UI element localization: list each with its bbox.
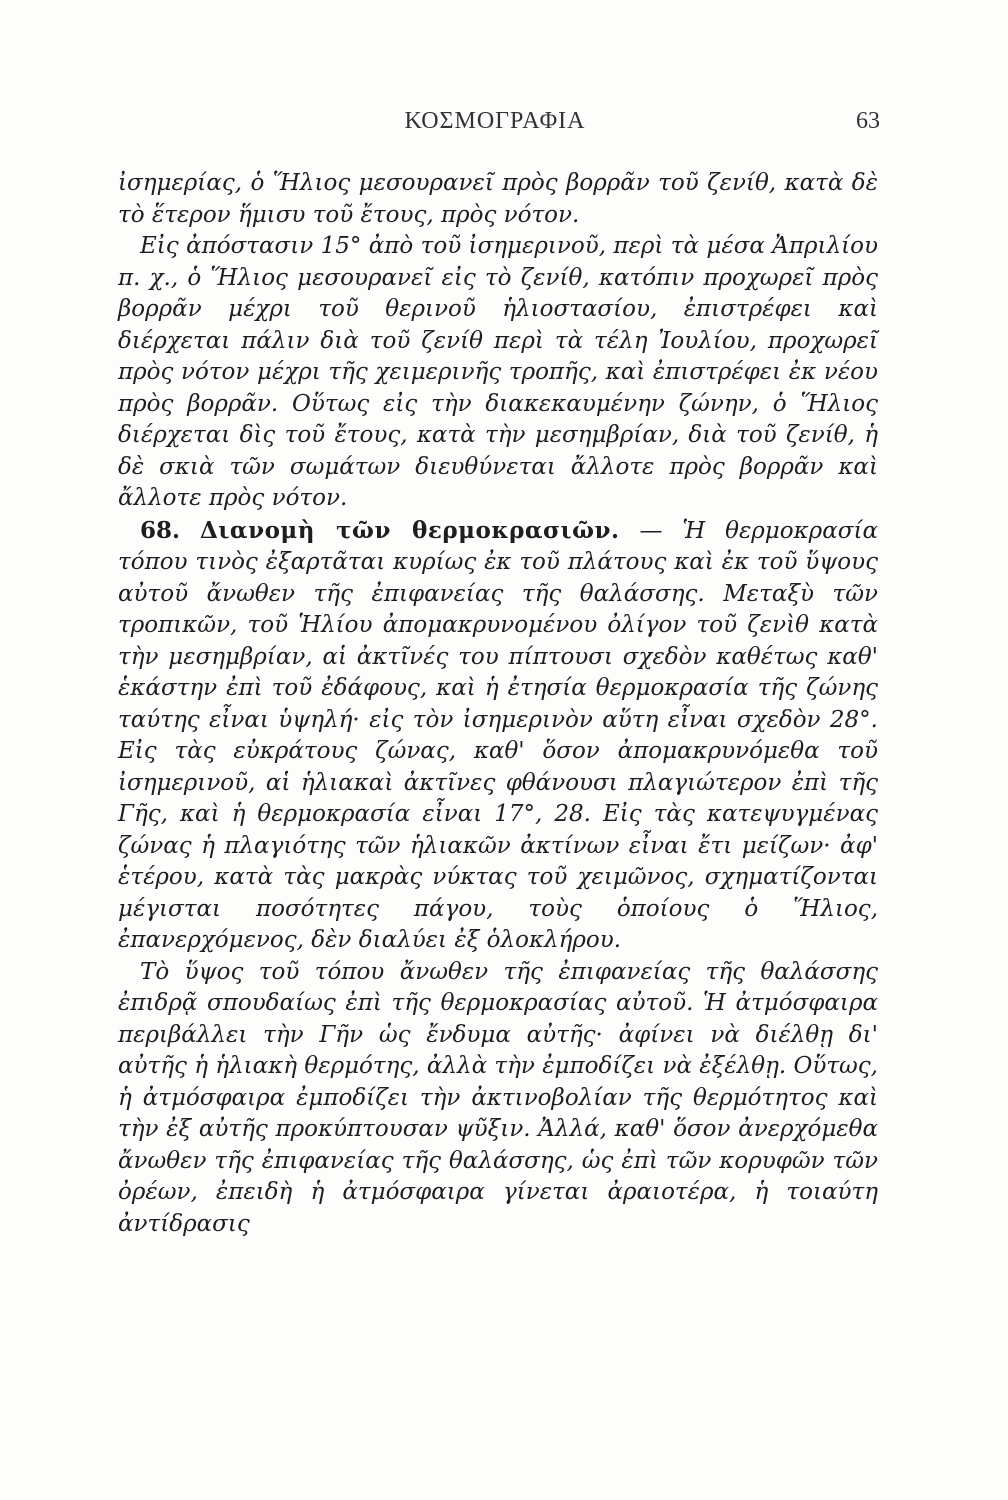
paragraph-zenith: Εἰς ἀπόστασιν 15° ἀπὸ τοῦ ἰσημερινοῦ, περὶ τὰ μέσα Ἀπριλίου π. χ., ὁ Ἥλιος μεσουρανεῖ εἰς τὸ ζενίθ, κατόπιν προχωρεῖ πρὸς βορρᾶν μέχρι τοῦ θερινοῦ ἡλιοστασίου, ἐπιστρέφει καὶ διέρχεται πάλιν διὰ τοῦ ζενίθ περὶ τὰ τέλη Ἰουλίου, προχωρεῖ πρὸς νότον μέχρι τῆς χειμερινῆς τροπῆς, καὶ ἐπιστρέφει ἐκ νέου πρὸς βορρᾶν. Οὕτως εἰς τὴν διακεκαυμένην ζώνην, ὁ Ἥλιος διέρχεται δὶς τοῦ ἔτους, κατὰ τὴν μεσημβρίαν, διὰ τοῦ ζενίθ, ἡ δὲ σκιὰ τῶν σωμάτων διευθύνεται ἄλλοτε πρὸς βορρᾶν καὶ ἄλλοτε πρὸς νότον. <box>118 233 878 511</box>
paragraph-section-68 <box>118 515 878 957</box>
page-number: 63 <box>856 108 880 134</box>
emphasized-word: ὕψος <box>184 958 244 985</box>
paragraph-lead: Τὸ <box>140 958 170 985</box>
paragraph-continuation: ἰσημερίας, ὁ Ἥλιος μεσουρανεῖ πρὸς βορρᾶν τοῦ ζενίθ, κατὰ δὲ τὸ ἕτερον ἥμισυ τοῦ ἔτους, πρὸς νότον. <box>118 170 878 228</box>
section-text: — Ἡ θερμοκρασία τόπου τινὸς ἐξαρτᾶται κυρίως ἐκ τοῦ πλάτους καὶ ἐκ τοῦ ὕψους αὐτοῦ ἄνωθεν τῆς ἐπιφανείας τῆς θαλάσσης. Μεταξὺ τῶν τροπικῶν, τοῦ Ἡλίου ἀπομακρυνομένου ὀλίγον τοῦ ζενὶθ κατὰ τὴν μεσημβρίαν, αἱ ἀκτῖνές του πίπτουσι σχεδὸν καθέτως καθ' ἑκάστην ἐπὶ τοῦ ἐδάφους, καὶ ἡ ἐτησία θερμοκρασία τῆς ζώνης ταύτης εἶναι ὑψηλή· εἰς τὸν ἰσημερινὸν αὕτη εἶναι σχεδὸν 28°. Εἰς τὰς εὐκράτους ζώνας, καθ' ὅσον ἀπομακρυνόμεθα τοῦ ἰσημερινοῦ, αἱ ἡλιακαὶ ἀκτῖνες φθάνουσι πλαγιώτερον ἐπὶ τῆς Γῆς, καὶ ἡ θερμοκρασία εἶναι 17°, 28. Εἰς τὰς κατεψυγμένας ζώνας ἡ πλαγιότης τῶν ἡλιακῶν ἀκτίνων εἶναι ἔτι μείζων· ἀφ' ἑτέρου, κατὰ τὰς μακρὰς νύκτας τοῦ χειμῶνος, σχηματίζονται μέγισται ποσότητες πάγου, τοὺς ὁποίους ὁ Ἥλιος, ἐπανερχόμενος, δὲν διαλύει ἐξ ὁλοκλήρου. <box>118 517 878 953</box>
paragraph-altitude <box>118 957 878 1241</box>
section-title: Διανομὴ τῶν θερμοκρασιῶν. <box>199 516 620 544</box>
paragraph-text: τοῦ τόπου ἄνωθεν τῆς ἐπιφανείας τῆς θαλάσσης ἐπιδρᾷ σπουδαίως ἐπὶ τῆς θερμοκρασίας αὐτοῦ. Ἡ ἀτμόσφαιρα περιβάλλει τὴν Γῆν ὡς ἔνδυμα αὐτῆς· ἀφίνει νὰ διέλθῃ δι' αὐτῆς ἡ ἡλιακὴ θερμότης, ἀλλὰ τὴν ἐμποδίζει νὰ ἐξέλθῃ. Οὕτως, ἡ ἀτμόσφαιρα ἐμποδίζει τὴν ἀκτινοβολίαν τῆς θερμότητος καὶ τὴν ἐξ αὐτῆς προκύπτουσαν ψῦξιν. Ἀλλά, καθ' ὅσον ἀνερχόμεθα ἄνωθεν τῆς ἐπιφανείας τῆς θαλάσσης, ὡς ἐπὶ τῶν κορυφῶν τῶν ὀρέων, ἐπειδὴ ἡ ἀτμόσφαιρα γίνεται ἀραιοτέρα, ἡ τοιαύτη ἀντίδρασις <box>118 958 878 1237</box>
page-header <box>110 108 880 148</box>
section-number: 68. <box>140 516 181 544</box>
body-text <box>118 168 878 1240</box>
running-title: ΚΟΣΜΟΓΡΑΦΙΑ <box>404 108 586 134</box>
